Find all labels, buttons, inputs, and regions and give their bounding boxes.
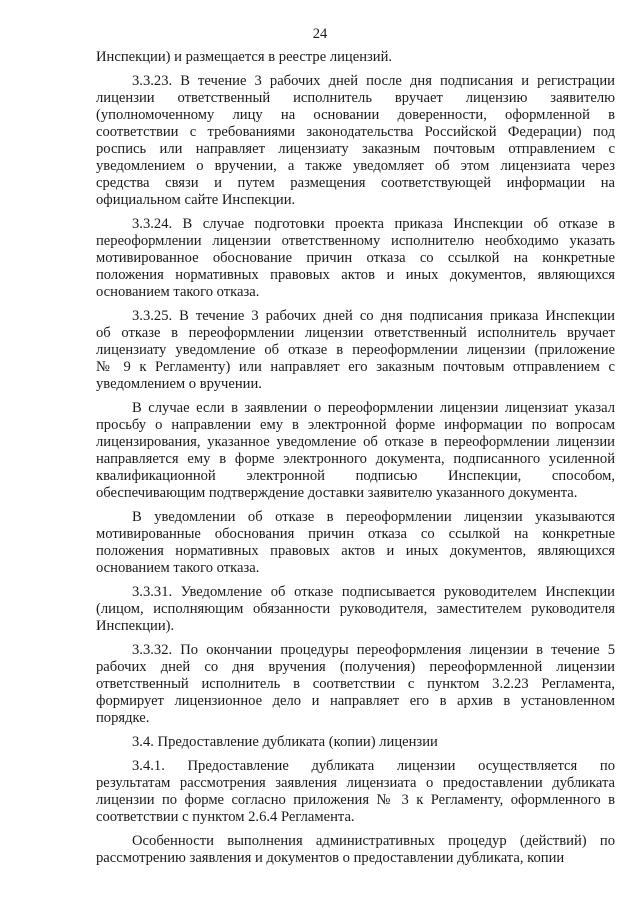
text-line: направляется ему в форме электронного документа, подписанного усиленной — [96, 451, 615, 467]
text-line: уведомлением о вручении, а также уведомляет об этом лицензиата через — [96, 158, 615, 174]
paragraph — [96, 833, 615, 867]
text-line: В уведомлении об отказе в переоформлении лицензии указываются — [132, 509, 615, 525]
paragraph-gap — [96, 577, 615, 584]
text-line: (уполномоченному лицу на основании доверенности, оформленной в — [96, 107, 615, 123]
document-body — [96, 49, 615, 867]
text-line: обеспечивающим подтверждение доставки заявителю указанного документа. — [96, 485, 578, 501]
paragraph-gap — [96, 635, 615, 642]
text-line: переоформлении лицензии ответственному исполнителю необходимо указать — [96, 233, 615, 249]
paragraph — [96, 642, 615, 727]
paragraph-gap — [96, 751, 615, 758]
paragraph-gap — [96, 301, 615, 308]
paragraph-gap — [96, 727, 615, 734]
paragraph-gap — [96, 393, 615, 400]
text-line: Инспекции). — [96, 618, 175, 634]
paragraph — [96, 216, 615, 301]
text-line: основанием такого отказа. — [96, 560, 260, 576]
paragraph-gap — [96, 209, 615, 216]
paragraph — [96, 734, 615, 751]
text-line: 3.3.25. В течение 3 рабочих дней со дня подписания приказа Инспекции — [132, 308, 615, 324]
text-line: 3.4.1. Предоставление дубликата лицензии осуществляется по — [132, 758, 615, 774]
text-line: Инспекции) и размещается в реестре лицензий. — [96, 49, 393, 65]
text-line: просьбу о направлении ему в электронной форме информации по вопросам — [96, 417, 615, 433]
page-number: 24 — [312, 26, 328, 42]
text-line: рассмотрению заявления и документов о предоставлении дубликата, копии — [96, 850, 565, 866]
text-line: соответствии с пунктом 2.6.4 Регламента. — [96, 809, 355, 825]
text-line: официальном сайте Инспекции. — [96, 192, 296, 208]
paragraph-gap — [96, 66, 615, 73]
text-line: 3.3.32. По окончании процедуры переоформления лицензии в течение 5 — [132, 642, 615, 658]
paragraph — [96, 73, 615, 209]
text-line: 3.3.24. В случае подготовки проекта приказа Инспекции об отказе в — [132, 216, 615, 232]
text-line: 3.3.23. В течение 3 рабочих дней после дня подписания и регистрации — [132, 73, 615, 89]
paragraph — [96, 49, 615, 66]
paragraph-gap — [96, 826, 615, 833]
text-line: квалификационной электронной подписью Инспекции, способом, — [96, 468, 615, 484]
paragraph — [96, 509, 615, 577]
text-line: об отказе в переоформлении лицензии ответственный исполнитель вручает — [96, 325, 615, 341]
text-line: лицензирования, указанное уведомление об отказе в переоформлении лицензии — [96, 434, 615, 450]
text-line: 3.3.31. Уведомление об отказе подписывается руководителем Инспекции — [132, 584, 615, 600]
text-line: (лицом, исполняющим обязанности руководителя, заместителем руководителя — [96, 601, 615, 617]
paragraph — [96, 758, 615, 826]
text-line: лицензии по форме согласно приложения № 3 к Регламенту, оформленного в — [96, 792, 615, 808]
text-line: лицензии ответственный исполнитель вручает лицензию заявителю — [96, 90, 615, 106]
text-line: Особенности выполнения административных процедур (действий) по — [132, 833, 615, 849]
paragraph — [96, 584, 615, 635]
text-line: рабочих дней со дня вручения (получения) переоформленной лицензии — [96, 659, 615, 675]
text-line: средства связи и путем размещения соответствующей информации на — [96, 175, 615, 191]
text-line: положения нормативных правовых актов и иных документов, являющихся — [96, 267, 615, 283]
text-line: основанием такого отказа. — [96, 284, 260, 300]
text-line: В случае если в заявлении о переоформлении лицензии лицензиат указал — [132, 400, 615, 416]
text-line: положения нормативных правовых актов и иных документов, являющихся — [96, 543, 615, 559]
paragraph-gap — [96, 502, 615, 509]
text-line: порядке. — [96, 710, 150, 726]
text-line: 3.4. Предоставление дубликата (копии) лицензии — [132, 734, 438, 750]
text-line: мотивированное обоснование причин отказа со ссылкой на конкретные — [96, 250, 615, 266]
text-line: формирует лицензионное дело и направляет его в архив в установленном — [96, 693, 615, 709]
text-line: соответствии с требованиями законодательства Российской Федерации) под — [96, 124, 615, 140]
text-line: ответственный исполнитель в соответствии с пунктом 3.2.23 Регламента, — [96, 676, 615, 692]
text-line: мотивированные обоснования причин отказа со ссылкой на конкретные — [96, 526, 615, 542]
text-line: роспись или направляет лицензиату заказным почтовым отправлением с — [96, 141, 615, 157]
paragraph — [96, 308, 615, 393]
text-line: результатам рассмотрения заявления лицензиата о предоставлении дубликата — [96, 775, 615, 791]
text-line: № 9 к Регламенту) или направляет его заказным почтовым отправлением с — [96, 359, 615, 375]
text-line: уведомлением о вручении. — [96, 376, 262, 392]
text-line: лицензиату уведомление об отказе в переоформлении лицензии (приложение — [96, 342, 615, 358]
paragraph — [96, 400, 615, 502]
